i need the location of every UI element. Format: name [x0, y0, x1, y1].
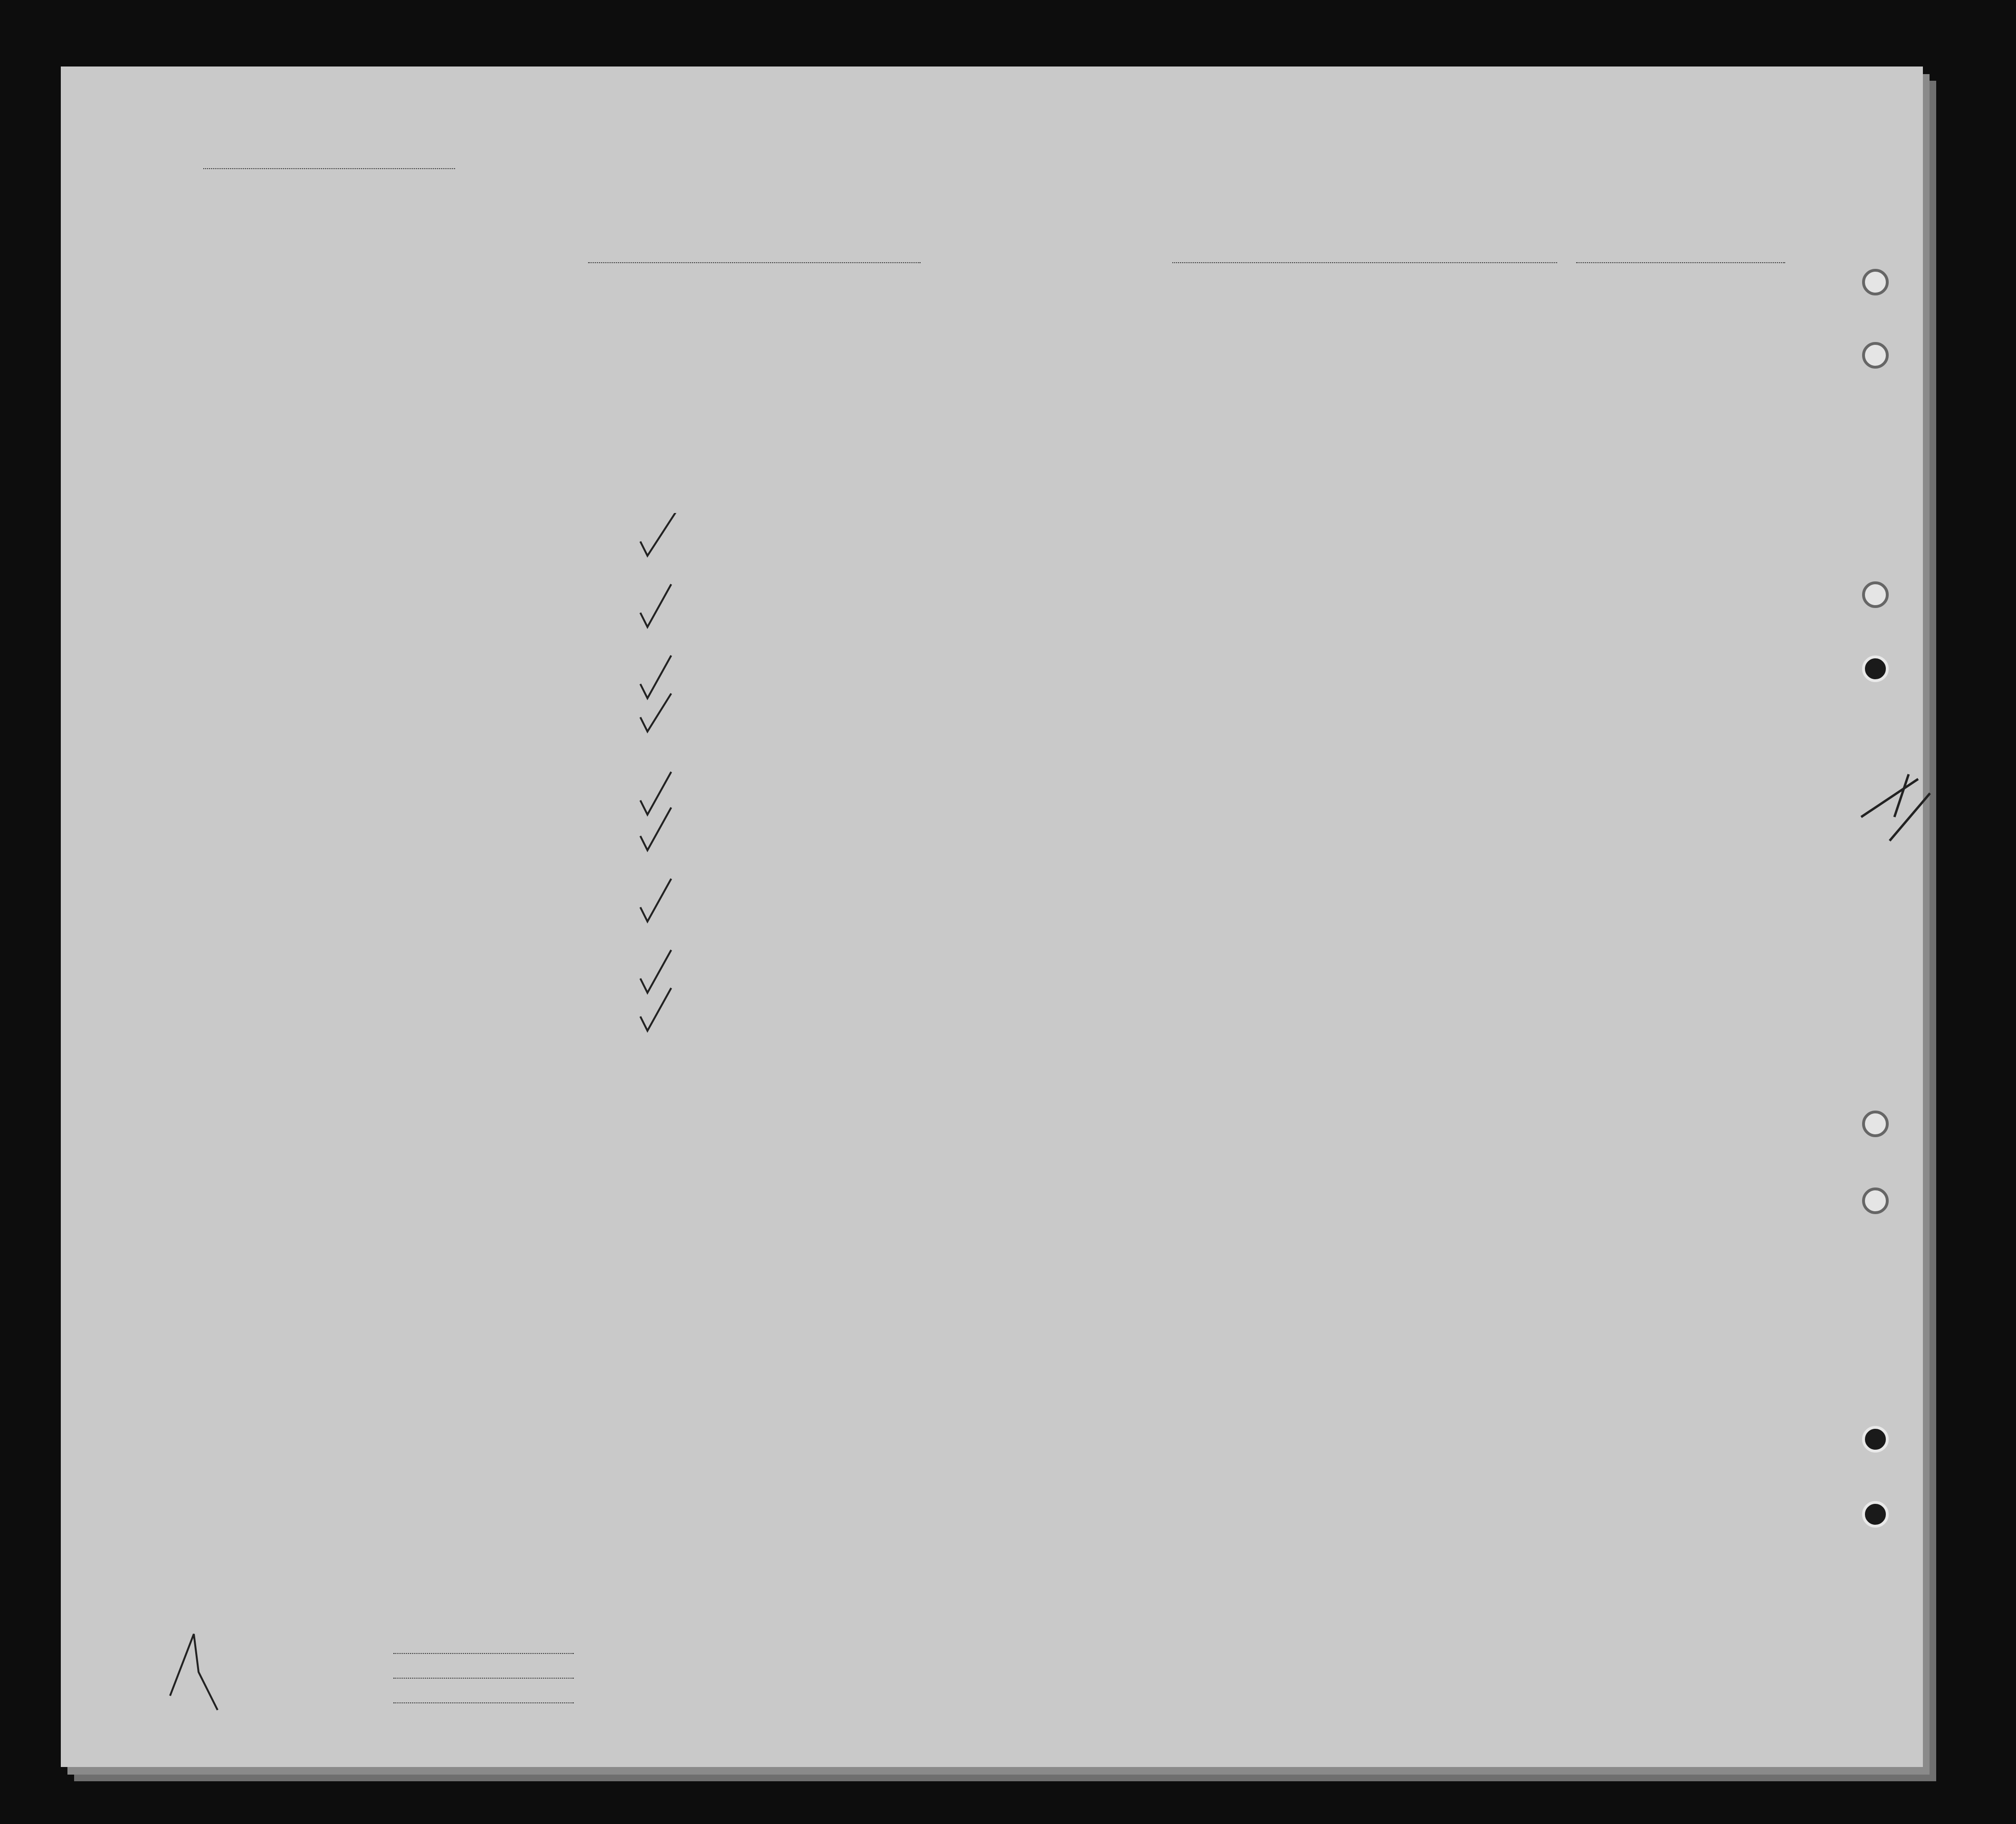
punch-hole: [1862, 1111, 1889, 1137]
checkmark: [640, 879, 671, 922]
pen-scribble: [165, 1586, 270, 1720]
punch-hole: [1862, 1426, 1889, 1453]
table-grid: [61, 66, 1923, 1767]
manifest-sheet: [61, 66, 1923, 1767]
port-underline: [1172, 262, 1557, 263]
checkmark: [640, 513, 678, 556]
punch-hole: [1862, 269, 1889, 295]
checkmark-column: [626, 513, 697, 1107]
checkmark: [640, 656, 671, 698]
checkmark: [640, 694, 671, 732]
checkmark: [640, 772, 671, 815]
list-number-underline: [203, 168, 455, 169]
punch-hole: [1862, 1188, 1889, 1214]
checkmark: [640, 988, 671, 1031]
footer-line: [393, 1702, 574, 1703]
pen-slash-marks: [1818, 765, 1937, 869]
footer-line: [393, 1653, 574, 1654]
punch-hole: [1862, 656, 1889, 682]
checkmark: [640, 950, 671, 993]
checkmark: [640, 808, 671, 850]
punch-hole: [1862, 342, 1889, 369]
ship-underline: [588, 262, 921, 263]
punch-hole: [1862, 581, 1889, 608]
footer-line: [393, 1678, 574, 1679]
checkmark: [640, 584, 671, 627]
date-underline: [1576, 262, 1785, 263]
punch-hole: [1862, 1501, 1889, 1528]
